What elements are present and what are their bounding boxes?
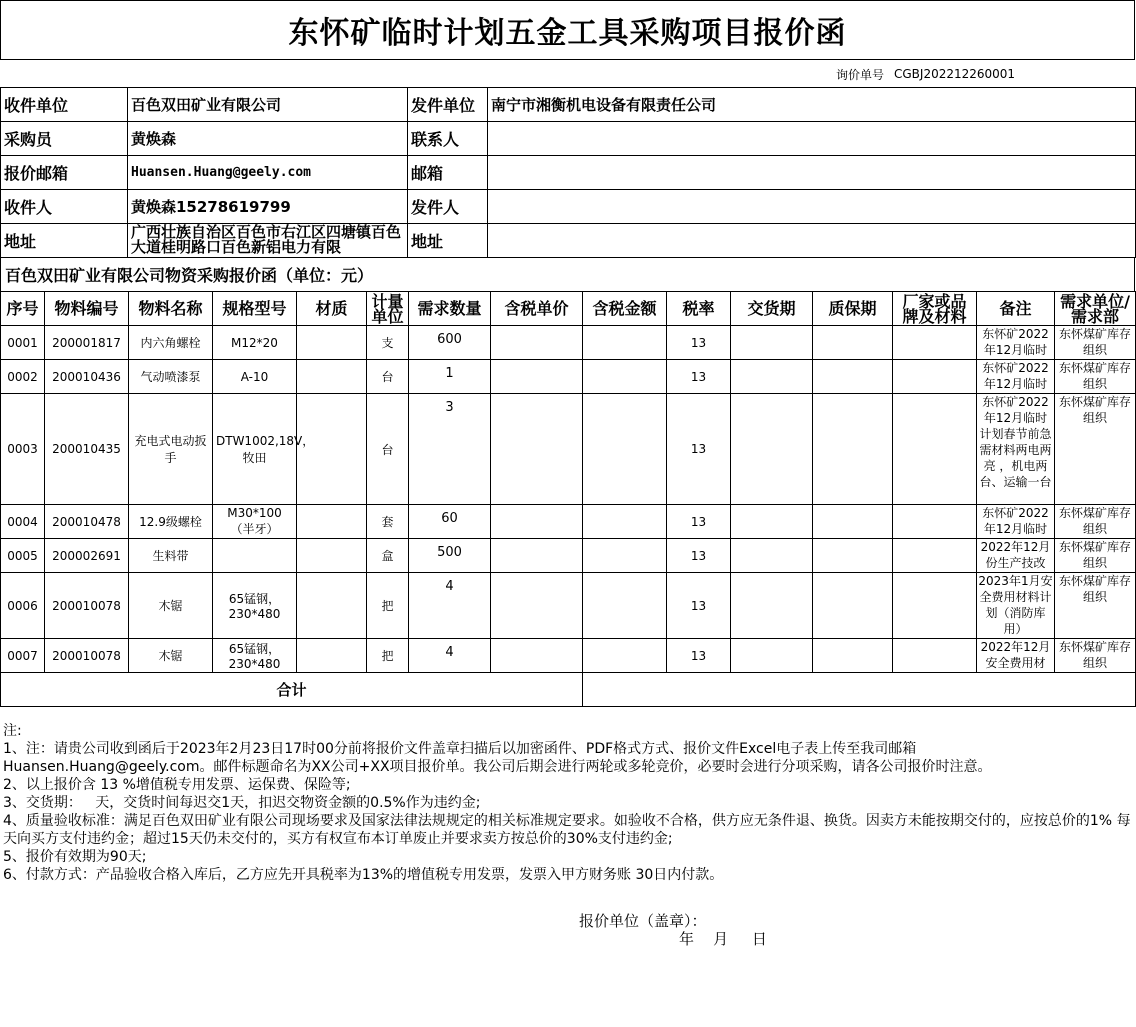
sender-unit-value: 南宁市湘衡机电设备有限责任公司	[488, 88, 1136, 122]
cell-material[interactable]	[297, 360, 367, 394]
cell-spec: 65锰钢，230*480	[213, 639, 297, 673]
note-line: 1、注：请贵公司收到函后于2023年2月23日17时00分前将报价文件盖章扫描后以加密函件、PDF格式方式、报价文件Excel电子表上传至我司邮箱	[3, 741, 917, 757]
cell-price[interactable]	[491, 360, 583, 394]
cell-qty: 3	[409, 394, 491, 505]
address2-label: 地址	[408, 224, 488, 258]
cell-dept: 东怀煤矿库存组织	[1055, 573, 1136, 639]
cell-name: 内六角螺栓	[129, 326, 213, 360]
cell-qty: 500	[409, 539, 491, 573]
cell-no: 0003	[1, 394, 45, 505]
column-header: 需求单位/需求部	[1055, 292, 1136, 326]
cell-amount[interactable]	[583, 573, 667, 639]
note-line: 4、质量验收标准：满足百色双田矿业有限公司现场要求及国家法律法规规定的相关标准规定要求。如验收不合格，供方应无条件退、换货。因卖方未能按期交付的，应按总价的1% 每天向买方支付违约金；超过15天仍未交付的，买方有权宣布本订单废止并要求卖方按总价的30%支付违约金;	[3, 813, 1131, 847]
cell-spec: M12*20	[213, 326, 297, 360]
cell-material[interactable]	[297, 394, 367, 505]
notes-block	[0, 722, 1135, 948]
quote-email-label: 报价邮箱	[1, 156, 128, 190]
cell-warranty[interactable]	[813, 639, 893, 673]
cell-dept: 东怀煤矿库存组织	[1055, 360, 1136, 394]
cell-material[interactable]	[297, 539, 367, 573]
cell-dept: 东怀煤矿库存组织	[1055, 505, 1136, 539]
column-header: 材质	[297, 292, 367, 326]
cell-code: 200002691	[45, 539, 129, 573]
column-header: 序号	[1, 292, 45, 326]
receiver-unit-value: 百色双田矿业有限公司	[128, 88, 408, 122]
cell-no: 0007	[1, 639, 45, 673]
inquiry-number-label: 询价单号	[836, 67, 885, 82]
note-line: 注:	[3, 723, 22, 739]
cell-remark: 2022年12月份生产技改	[977, 539, 1055, 573]
note-line: 5、报价有效期为90天;	[3, 849, 147, 865]
table-row	[1, 573, 1136, 639]
cell-name: 木锯	[129, 573, 213, 639]
cell-qty: 60	[409, 505, 491, 539]
total-value[interactable]	[583, 673, 1136, 707]
total-row	[1, 673, 1136, 707]
cell-brand[interactable]	[893, 539, 977, 573]
cell-spec: A-10	[213, 360, 297, 394]
address-label: 地址	[1, 224, 128, 258]
cell-price[interactable]	[491, 639, 583, 673]
cell-dept: 东怀煤矿库存组织	[1055, 394, 1136, 505]
cell-delivery[interactable]	[731, 539, 813, 573]
cell-name: 充电式电动扳手	[129, 394, 213, 505]
address-value: 广西壮族自治区百色市右江区四塘镇百色大道桂明路口百色新铝电力有限	[128, 224, 408, 258]
cell-price[interactable]	[491, 326, 583, 360]
cell-brand[interactable]	[893, 639, 977, 673]
cell-tax: 13	[667, 394, 731, 505]
column-header: 交货期	[731, 292, 813, 326]
cell-code: 200010078	[45, 639, 129, 673]
total-label: 合计	[1, 673, 583, 707]
sign-label: 报价单位（盖章）：	[579, 912, 707, 930]
items-table	[0, 291, 1136, 707]
table-row	[1, 639, 1136, 673]
cell-delivery[interactable]	[731, 639, 813, 673]
cell-remark: 东怀矿2022年12月临时	[977, 505, 1055, 539]
cell-tax: 13	[667, 505, 731, 539]
table-row	[1, 539, 1136, 573]
column-header: 厂家或品牌及材料	[893, 292, 977, 326]
cell-warranty[interactable]	[813, 539, 893, 573]
cell-price[interactable]	[491, 394, 583, 505]
cell-unit: 盒	[367, 539, 409, 573]
cell-dept: 东怀煤矿库存组织	[1055, 639, 1136, 673]
cell-dept: 东怀煤矿库存组织	[1055, 539, 1136, 573]
cell-delivery[interactable]	[731, 360, 813, 394]
cell-code: 200010078	[45, 573, 129, 639]
cell-delivery[interactable]	[731, 394, 813, 505]
column-header: 需求数量	[409, 292, 491, 326]
cell-tax: 13	[667, 539, 731, 573]
cell-no: 0005	[1, 539, 45, 573]
column-header: 税率	[667, 292, 731, 326]
cell-tax: 13	[667, 639, 731, 673]
note-line: Huansen.Huang@geely.com。邮件标题命名为XX公司+XX项目报价单。我公司后期会进行两轮或多轮竞价，必要时会进行分项采购，请各公司报价时注意。	[3, 759, 992, 775]
cell-tax: 13	[667, 326, 731, 360]
cell-qty: 4	[409, 639, 491, 673]
cell-remark: 东怀矿2022年12月临时	[977, 360, 1055, 394]
column-header: 物料名称	[129, 292, 213, 326]
receiver-label: 收件人	[1, 190, 128, 224]
cell-spec: 65锰钢，230*480	[213, 573, 297, 639]
cell-spec	[213, 539, 297, 573]
cell-delivery[interactable]	[731, 573, 813, 639]
table-row	[1, 394, 1136, 505]
cell-warranty[interactable]	[813, 573, 893, 639]
quote-email-value: Huansen.Huang@geely.com	[128, 156, 408, 190]
column-header: 物料编号	[45, 292, 129, 326]
cell-remark: 东怀矿2022年12月临时计划春节前急需材料两电两亮 ，机电两台、运输一台	[977, 394, 1055, 505]
cell-material[interactable]	[297, 505, 367, 539]
cell-remark: 东怀矿2022年12月临时	[977, 326, 1055, 360]
cell-amount[interactable]	[583, 639, 667, 673]
buyer-label: 采购员	[1, 122, 128, 156]
note-line: 6、付款方式：产品验收合格入库后，乙方应先开具税率为13%的增值税专用发票，发票入甲方财务账 30日内付款。	[3, 867, 724, 883]
inquiry-number-value: CGBJ202212260001	[894, 67, 1016, 81]
column-header: 规格型号	[213, 292, 297, 326]
cell-amount[interactable]	[583, 326, 667, 360]
cell-remark: 2023年1月安全费用材料计划（消防库用）	[977, 573, 1055, 639]
cell-no: 0001	[1, 326, 45, 360]
cell-qty: 1	[409, 360, 491, 394]
cell-code: 200001817	[45, 326, 129, 360]
email-label: 邮箱	[408, 156, 488, 190]
cell-no: 0004	[1, 505, 45, 539]
column-header: 计量单位	[367, 292, 409, 326]
cell-delivery[interactable]	[731, 326, 813, 360]
cell-unit: 台	[367, 394, 409, 505]
cell-amount[interactable]	[583, 505, 667, 539]
table-row	[1, 360, 1136, 394]
cell-brand[interactable]	[893, 505, 977, 539]
table-row	[1, 505, 1136, 539]
cell-price[interactable]	[491, 539, 583, 573]
cell-qty: 600	[409, 326, 491, 360]
table-row	[1, 326, 1136, 360]
cell-unit: 把	[367, 639, 409, 673]
cell-remark: 2022年12月安全费用材	[977, 639, 1055, 673]
cell-amount[interactable]	[583, 539, 667, 573]
cell-name: 木锯	[129, 639, 213, 673]
cell-unit: 台	[367, 360, 409, 394]
section-title: 百色双田矿业有限公司物资采购报价函（单位：元）	[0, 257, 1135, 291]
cell-warranty[interactable]	[813, 326, 893, 360]
cell-amount[interactable]	[583, 394, 667, 505]
sign-date: 年 月 日	[679, 930, 767, 948]
cell-qty: 4	[409, 573, 491, 639]
sender-label: 发件人	[408, 190, 488, 224]
buyer-value: 黄焕森	[128, 122, 408, 156]
cell-code: 200010435	[45, 394, 129, 505]
cell-no: 0006	[1, 573, 45, 639]
cell-unit: 支	[367, 326, 409, 360]
cell-warranty[interactable]	[813, 505, 893, 539]
cell-no: 0002	[1, 360, 45, 394]
note-line: 3、交货期： 天，交货时间每迟交1天，扣迟交物资金额的0.5%作为违约金;	[3, 795, 481, 811]
cell-name: 12.9级螺栓	[129, 505, 213, 539]
cell-spec: M30*100（半牙）	[213, 505, 297, 539]
note-line: 2、以上报价含 13 %增值税专用发票、运保费、保险等;	[3, 777, 351, 793]
receiver-unit-label: 收件单位	[1, 88, 128, 122]
sender-value[interactable]	[488, 190, 1136, 224]
email-value[interactable]	[488, 156, 1136, 190]
cell-spec: DTW1002,18V，牧田	[213, 394, 297, 505]
column-header: 含税单价	[491, 292, 583, 326]
cell-code: 200010478	[45, 505, 129, 539]
column-header: 备注	[977, 292, 1055, 326]
cell-dept: 东怀煤矿库存组织	[1055, 326, 1136, 360]
cell-brand[interactable]	[893, 326, 977, 360]
cell-brand[interactable]	[893, 394, 977, 505]
cell-material[interactable]	[297, 573, 367, 639]
cell-price[interactable]	[491, 573, 583, 639]
cell-brand[interactable]	[893, 573, 977, 639]
cell-name: 气动喷漆泵	[129, 360, 213, 394]
cell-unit: 套	[367, 505, 409, 539]
contact-label: 联系人	[408, 122, 488, 156]
column-header: 质保期	[813, 292, 893, 326]
cell-unit: 把	[367, 573, 409, 639]
column-header: 含税金额	[583, 292, 667, 326]
cell-material[interactable]	[297, 326, 367, 360]
contact-value[interactable]	[488, 122, 1136, 156]
cell-tax: 13	[667, 360, 731, 394]
receiver-value: 黄焕森15278619799	[128, 190, 408, 224]
cell-warranty[interactable]	[813, 394, 893, 505]
sender-unit-label: 发件单位	[408, 88, 488, 122]
cell-tax: 13	[667, 573, 731, 639]
page-title: 东怀矿临时计划五金工具采购项目报价函	[0, 0, 1135, 60]
cell-price[interactable]	[491, 505, 583, 539]
cell-delivery[interactable]	[731, 505, 813, 539]
table-header-row	[1, 292, 1136, 326]
address2-value[interactable]	[488, 224, 1136, 258]
cell-name: 生料带	[129, 539, 213, 573]
cell-material[interactable]	[297, 639, 367, 673]
cell-code: 200010436	[45, 360, 129, 394]
cell-warranty[interactable]	[813, 360, 893, 394]
cell-amount[interactable]	[583, 360, 667, 394]
cell-brand[interactable]	[893, 360, 977, 394]
header-info-table	[0, 87, 1136, 258]
